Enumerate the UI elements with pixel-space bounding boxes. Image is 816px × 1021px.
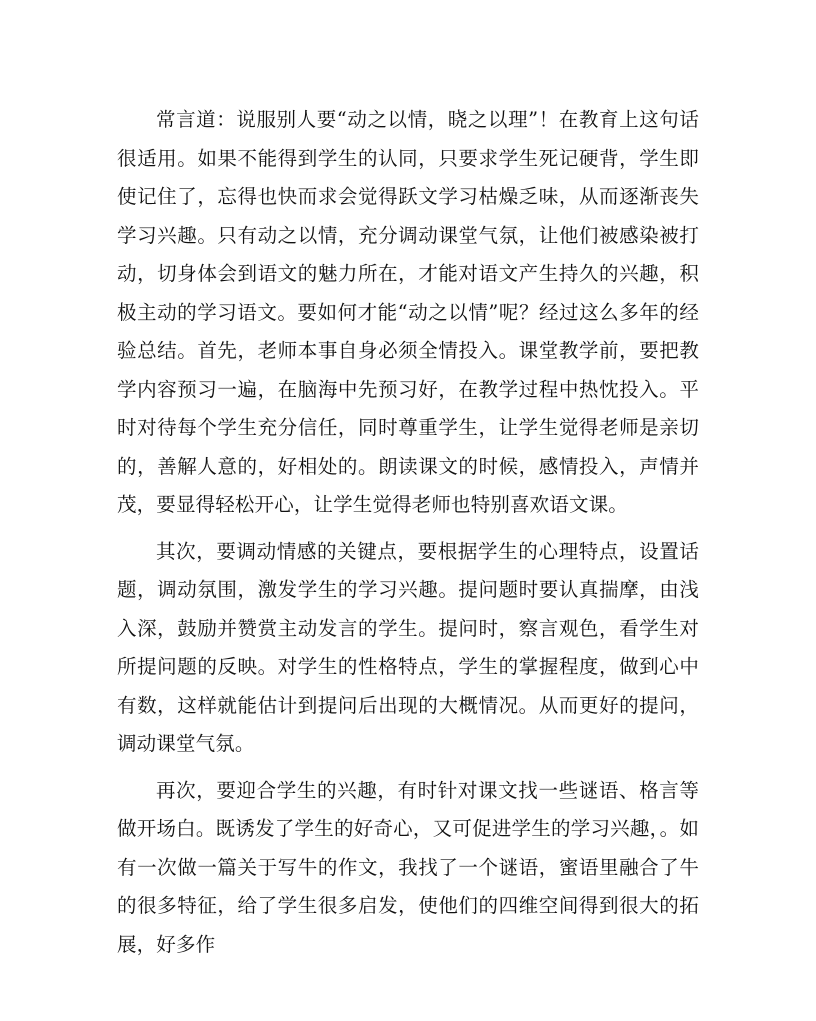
document-page [117,101,699,964]
paragraph-3: 再次，要迎合学生的兴趣，有时针对课文找一些谜语、格言等做开场白。既诱发了学生的好奇心，又可促进学生的学习兴趣，。如有一次做一篇关于写牛的作文，我找了一个谜语，蜜语里融合了牛的很多特征，给了学生很多启发，使他们的四维空间得到很大的拓展，好多作 [117,778,699,956]
paragraph-1: 常言道：说服别人要“动之以情，晓之以理”！在教育上这句话很适用。如果不能得到学生的认同，只要求学生死记硬背，学生即使记住了，忘得也快而求会觉得跃文学习枯燥乏味，从而逐渐丧失学习兴趣。只有动之以情，充分调动课堂气氛，让他们被感染被打动，切身体会到语文的魅力所在，才能对语文产生持久的兴趣，积极主动的学习语文。要如何才能“动之以情”呢？经过这么多年的经验总结。首先，老师本事自身必须全情投入。课堂教学前，要把教学内容预习一遍，在脑海中先预习好，在教学过程中热忱投入。平时对待每个学生充分信任，同时尊重学生，让学生觉得老师是亲切的，善解人意的，好相处的。朗读课文的时候，感情投入，声情并茂，要显得轻松开心，让学生觉得老师也特别喜欢语文课。 [117,108,699,516]
paragraph-2: 其次，要调动情感的关键点，要根据学生的心理特点，设置话题，调动氛围，激发学生的学习兴趣。提问题时要认真揣摩，由浅入深，鼓励并赞赏主动发言的学生。提问时，察言观色，看学生对所提问题的反映。对学生的性格特点，学生的掌握程度，做到心中有数，这样就能估计到提问后出现的大概情况。从而更好的提问，调动课堂气氛。 [117,539,699,755]
